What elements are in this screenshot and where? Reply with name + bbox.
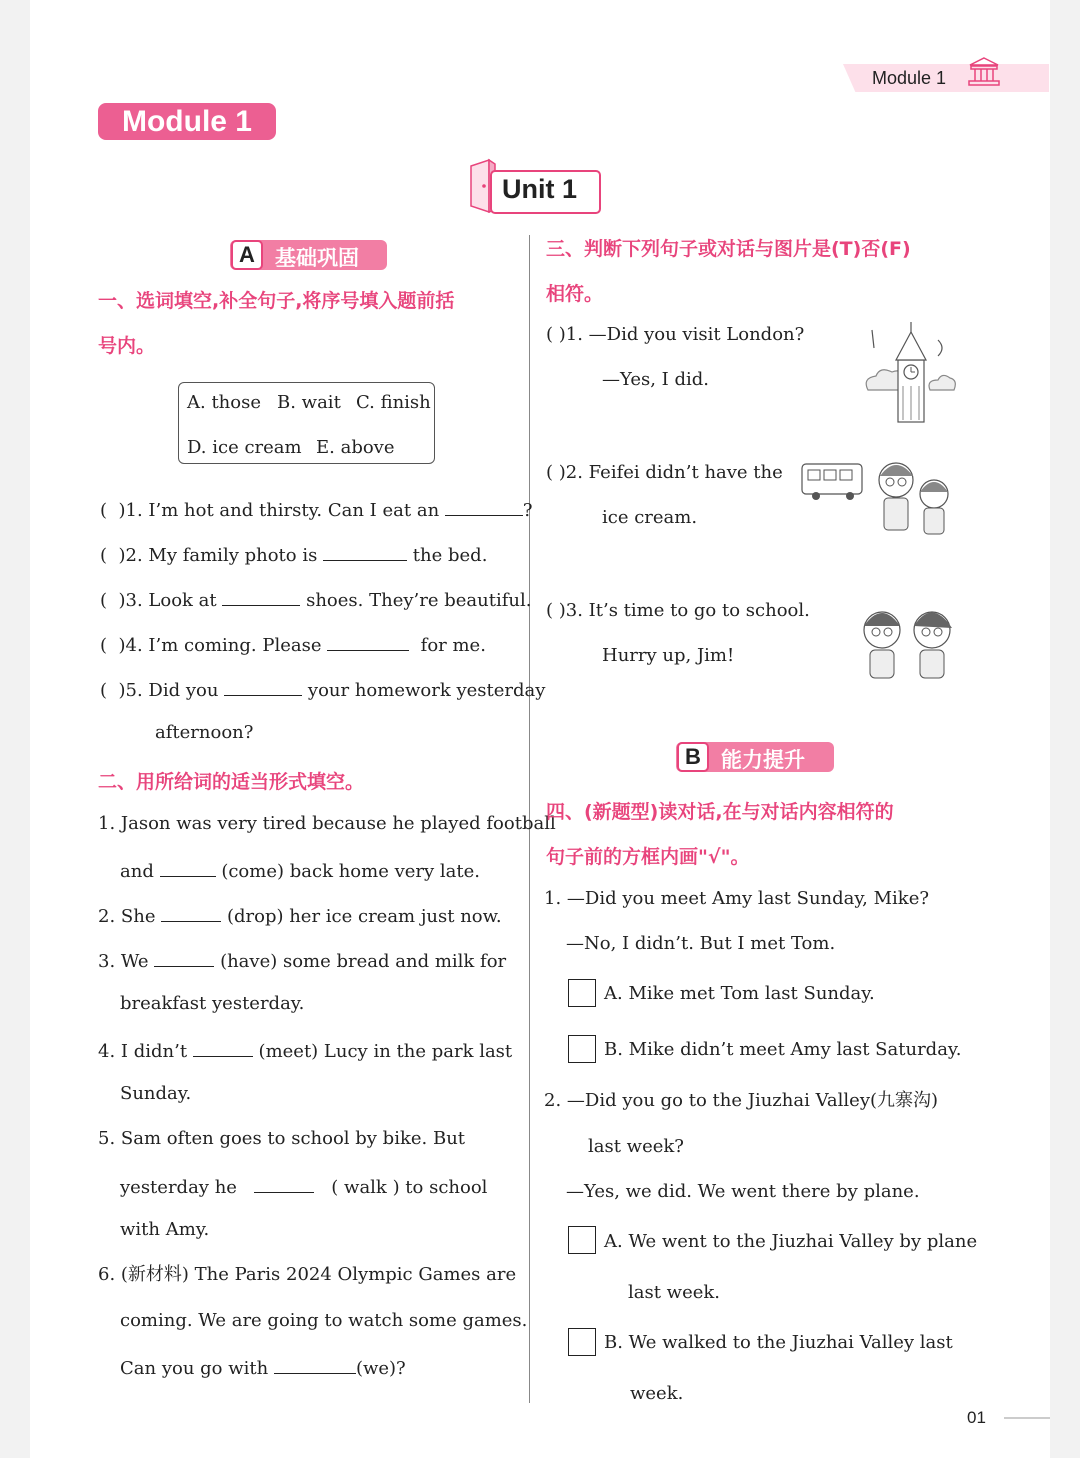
d1-option-b-checkbox[interactable]: [568, 1035, 596, 1063]
d2-option-b-cont: week.: [630, 1383, 684, 1404]
page-number-rule: [1004, 1417, 1050, 1419]
d2-line3: —Yes, we did. We went there by plane.: [566, 1181, 920, 1202]
d2-option-a-checkbox[interactable]: [568, 1226, 596, 1254]
running-children-picture: [856, 600, 964, 690]
q4-heading-line1: 四、(新题型)读对话,在与对话内容相符的: [546, 801, 894, 823]
q1-item-1: ( )1. I’m hot and thirsty. Can I eat an ?: [100, 497, 533, 522]
q2-heading: 二、用所给词的适当形式填空。: [98, 771, 365, 793]
q1-heading-line1: 一、选词填空,补全句子,将序号填入题前括: [98, 290, 455, 312]
d2-option-a-cont: last week.: [628, 1282, 721, 1303]
q2-line: Can you go with (we)?: [120, 1355, 406, 1380]
answer-blank[interactable]: [327, 632, 409, 651]
q2-line: coming. We are going to watch some games.: [120, 1310, 528, 1331]
q2-line: breakfast yesterday.: [120, 993, 305, 1014]
q2-line: 1. Jason was very tired because he played football: [98, 813, 556, 834]
q1-heading-line2: 号内。: [98, 335, 156, 357]
q2-line: with Amy.: [120, 1219, 210, 1240]
q1-item-2: ( )2. My family photo is the bed.: [100, 542, 487, 567]
q3-item-1-reply: —Yes, I did.: [602, 369, 710, 390]
d1-option-b: B. Mike didn’t meet Amy last Saturday.: [604, 1039, 962, 1060]
module-tab-label: Module 1: [872, 68, 947, 88]
q3-item-3: ( )3. It’s time to go to school.: [546, 600, 810, 621]
section-b-letter: B: [677, 742, 709, 772]
d2-option-a: A. We went to the Jiuzhai Valley by plane: [604, 1231, 978, 1252]
answer-blank[interactable]: [445, 497, 523, 516]
q2-line: and (come) back home very late.: [120, 858, 480, 883]
word-option: A. those: [187, 392, 261, 413]
answer-blank[interactable]: [274, 1355, 356, 1374]
word-option: E. above: [316, 437, 395, 458]
q1-item-4: ( )4. I’m coming. Please for me.: [100, 632, 486, 657]
answer-blank[interactable]: [193, 1038, 253, 1057]
q2-line: Sunday.: [120, 1083, 192, 1104]
page-number: 01: [967, 1408, 986, 1427]
q1-item-5-cont: afternoon?: [155, 722, 254, 743]
q1-item-5: ( )5. Did you your homework yesterday: [100, 677, 545, 702]
answer-blank[interactable]: [161, 903, 221, 922]
q1-item-3: ( )3. Look at shoes. They’re beautiful.: [100, 587, 531, 612]
d2-line1: 2. —Did you go to the Jiuzhai Valley(九寨沟): [544, 1090, 939, 1111]
module-title: Module 1: [98, 103, 276, 140]
answer-blank[interactable]: [160, 858, 216, 877]
answer-blank[interactable]: [323, 542, 407, 561]
unit-title: Unit 1: [502, 174, 578, 204]
q3-item-2-cont: ice cream.: [602, 507, 698, 528]
d2-option-b: B. We walked to the Jiuzhai Valley last: [604, 1332, 953, 1353]
section-a-title: 基础巩固: [275, 246, 359, 270]
q3-item-2: ( )2. Feifei didn’t have the: [546, 462, 783, 483]
answer-blank[interactable]: [254, 1174, 314, 1193]
q2-line: 2. She (drop) her ice cream just now.: [98, 903, 502, 928]
d1-option-a-checkbox[interactable]: [568, 979, 596, 1007]
q3-item-3-cont: Hurry up, Jim!: [602, 645, 735, 666]
temple-icon: [967, 55, 1001, 87]
q3-item-1: ( )1. —Did you visit London?: [546, 324, 805, 345]
q4-heading-line2: 句子前的方框内画"√"。: [546, 846, 750, 868]
q2-line: 5. Sam often goes to school by bike. But: [98, 1128, 466, 1149]
q2-line: 3. We (have) some bread and milk for: [98, 948, 506, 973]
word-option: D. ice cream: [187, 437, 302, 458]
d2-line2: last week?: [588, 1136, 684, 1157]
answer-blank[interactable]: [222, 587, 300, 606]
d1-option-a: A. Mike met Tom last Sunday.: [604, 983, 875, 1004]
answer-blank[interactable]: [154, 948, 214, 967]
q2-line: 6. (新材料) The Paris 2024 Olympic Games are: [98, 1264, 517, 1285]
big-ben-picture: [858, 320, 960, 424]
d1-line1: 1. —Did you meet Amy last Sunday, Mike?: [544, 888, 930, 909]
bus-and-children-picture: [800, 458, 960, 542]
word-option: B. wait: [277, 392, 341, 413]
q2-line: 4. I didn’t (meet) Lucy in the park last: [98, 1038, 512, 1063]
q3-heading-line2: 相符。: [546, 283, 604, 305]
q2-line: yesterday he ( walk ) to school: [120, 1174, 487, 1199]
word-option: C. finish: [356, 392, 431, 413]
answer-blank[interactable]: [224, 677, 302, 696]
section-a-letter: A: [231, 240, 263, 270]
d1-line2: —No, I didn’t. But I met Tom.: [566, 933, 836, 954]
d2-option-b-checkbox[interactable]: [568, 1328, 596, 1356]
q3-heading-line1: 三、判断下列句子或对话与图片是(T)否(F): [546, 238, 911, 260]
section-b-title: 能力提升: [721, 748, 805, 772]
